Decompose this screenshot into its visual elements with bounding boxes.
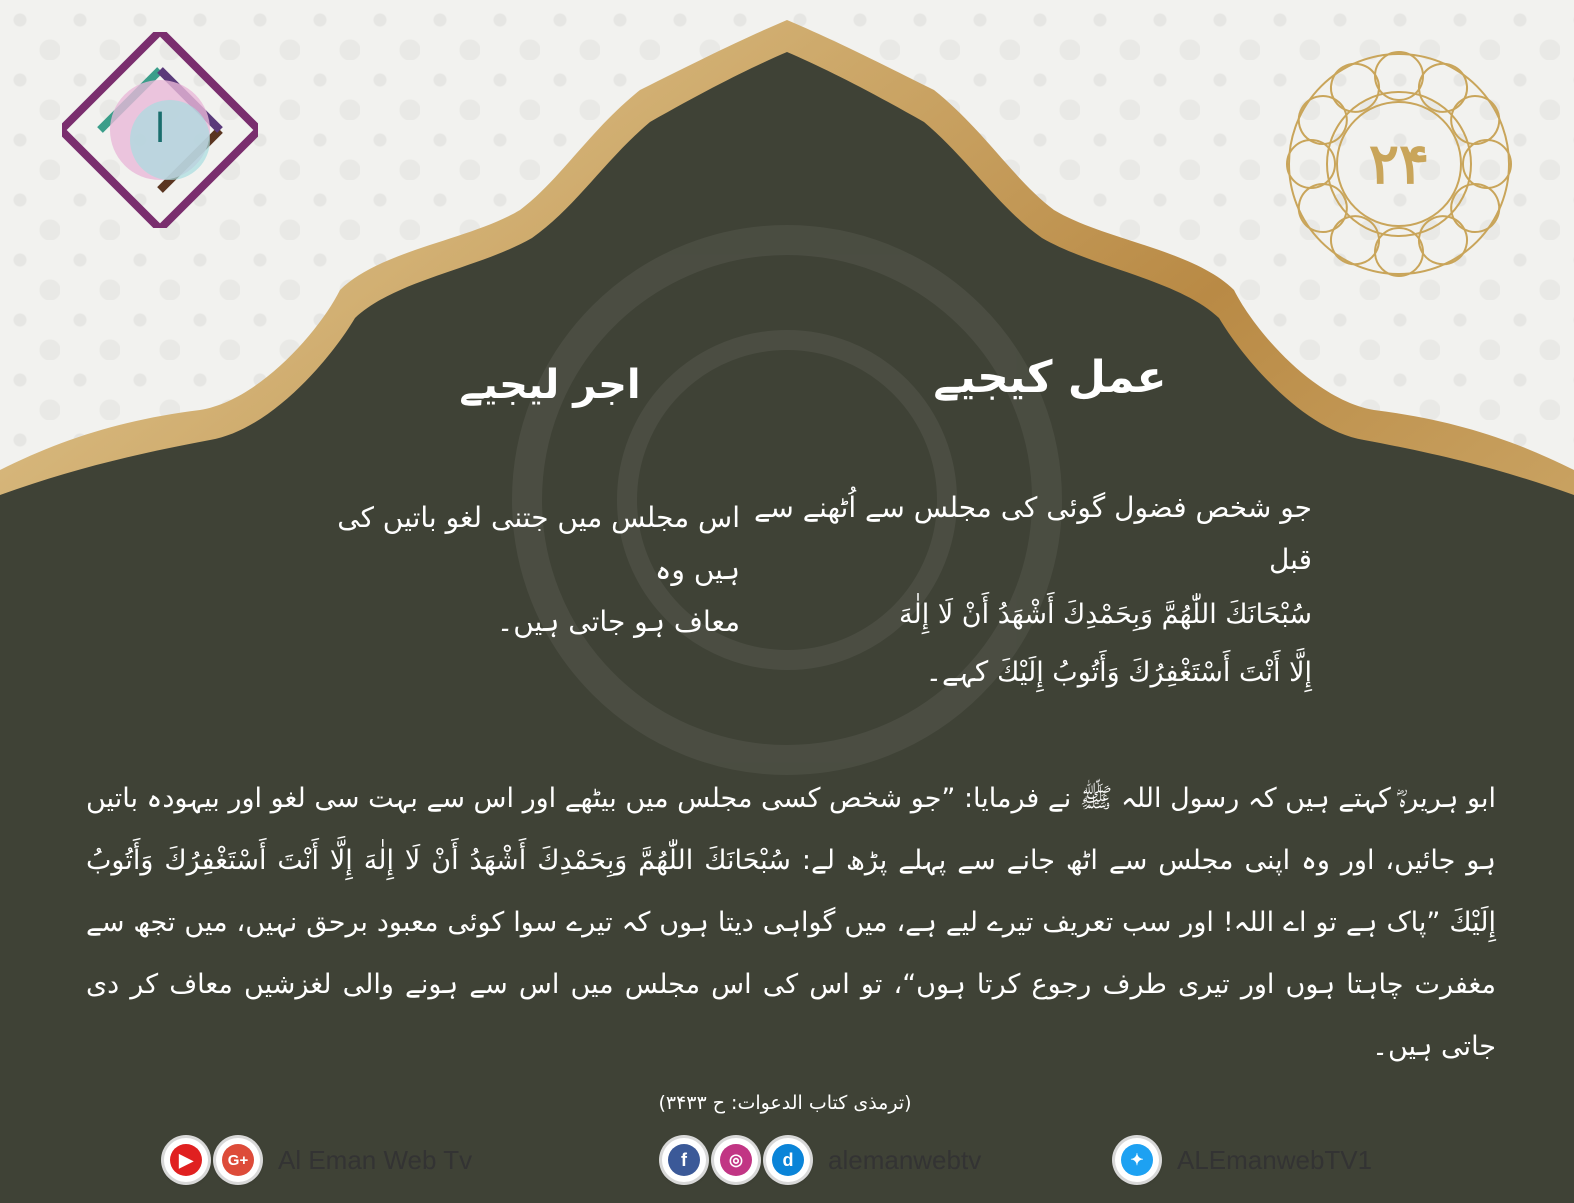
svg-text:ا: ا [154,106,166,152]
hadith-part-2: ”پاک ہے تو اے اللہ! اور سب تعریف تیرے لیے ہے، میں گواہی دیتا ہوں کہ تیرے سوا کوئی معبود برحق نہیں، میں تجھ سے مغفرت چاہتا ہوں اور تیری طرف رجوع کرتا ہوں“، تو اس کی اس مجلس میں اس سے ہونے والی لغزشیں معاف کر دی جاتی ہیں۔ [86,907,1496,1062]
day-number: ۲۴ [1368,131,1430,197]
amal-heading: عمل کیجیے [933,352,1167,403]
youtube-channel-label[interactable]: Al Eman Web Tv [278,1144,473,1175]
hadith-arabic: سُبْحَانَكَ اللّٰهُمَّ وَبِحَمْدِكَ أَشْهَدُ أَنْ لَا إِلٰهَ إِلَّا أَنْتَ أَسْتَغْفِرُكَ وَأَتُوبُ إِلَيْكَ [86,845,1496,938]
ajr-line-2: معاف ہو جاتی ہیں۔ [496,605,740,638]
ajr-body [310,492,740,648]
amal-arabic-2: إِلَّا أَنْتَ أَسْتَغْفِرُكَ وَأَتُوبُ إِلَيْكَ [997,657,1312,688]
facebook-icon[interactable]: f [662,1138,706,1182]
amal-line-1: جو شخص فضول گوئی کی مجلس سے اُٹھنے سے قبل [754,491,1312,576]
amal-body [752,482,1312,702]
amal-arabic-1: سُبْحَانَكَ اللّٰهُمَّ وَبِحَمْدِكَ أَشْهَدُ أَنْ لَا إِلٰهَ [899,599,1312,630]
hadith-text [86,768,1496,1078]
social-group-youtube [164,1132,472,1188]
social-group-facebook [662,1132,981,1188]
amal-arabic-line-2 [752,644,1312,702]
dailymotion-icon[interactable]: d [766,1138,810,1182]
instagram-icon[interactable]: ◎ [714,1138,758,1182]
twitter-handle-label[interactable]: ALEmanwebTV1 [1177,1144,1373,1175]
hadith-part-1: ابو ہریرہؓ کہتے ہیں کہ رسول اللہ ﷺ نے فرمایا: ”جو شخص کسی مجلس میں بیٹھے اور اس سے بہت سی لغو اور بیہودہ باتیں ہو جائیں، اور وہ اپنی مجلس سے اٹھ جانے سے پہلے پڑھ لے: [86,783,1496,876]
social-group-twitter [1115,1132,1372,1188]
twitter-icon[interactable]: ✦ [1115,1138,1159,1182]
google-plus-icon[interactable]: G+ [216,1138,260,1182]
amal-line-end: کہے۔ [925,655,989,688]
hadith-reference: (ترمذی کتاب الدعوات: ح ۳۴۳۳) [658,1092,912,1114]
ajr-line-1: اس مجلس میں جتنی لغو باتیں کی ہیں وہ [337,501,740,586]
ajr-heading: اجر لیجیے [459,362,641,408]
youtube-icon[interactable]: ▶ [164,1138,208,1182]
facebook-handle-label[interactable]: alemanwebtv [828,1144,982,1175]
day-number-badge [1283,48,1515,280]
al-eman-logo [62,32,258,228]
